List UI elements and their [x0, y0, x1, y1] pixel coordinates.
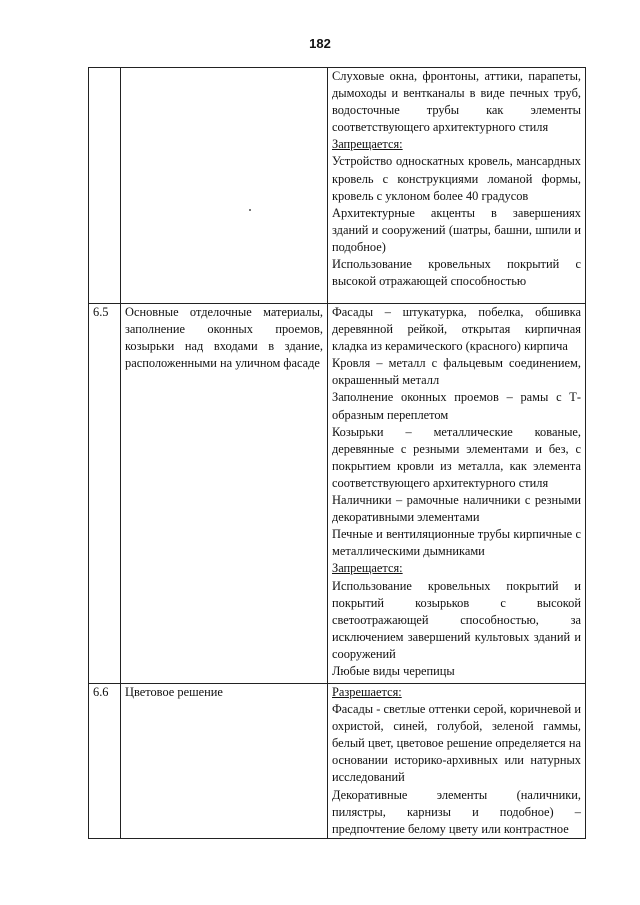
table-row: [89, 304, 586, 684]
requirement-paragraph: Слуховые окна, фронтоны, аттики, парапеты, дымоходы и вентканалы в виде печных труб, водосточные трубы как элементы соответствующего архитектурного стиля: [332, 69, 581, 135]
regulations-table: [88, 67, 586, 839]
prohibited-heading: Запрещается:: [332, 137, 403, 152]
element-description: Цветовое решение: [121, 684, 328, 839]
row-number: [89, 68, 121, 304]
requirement-paragraph: Использование кровельных покрытий с высокой отражающей способностью: [332, 257, 581, 289]
requirement-paragraph: Наличники – рамочные наличники с резными декоративными элементами: [332, 493, 581, 525]
row-number: 6.6: [89, 684, 121, 839]
requirements-cell: [328, 68, 586, 304]
requirements-cell: [328, 684, 586, 839]
requirement-paragraph: Кровля – металл с фальцевым соединением, окрашенный металл: [332, 356, 581, 388]
row-number: 6.5: [89, 304, 121, 684]
requirement-paragraph: Фасады - светлые оттенки серой, коричневой и охристой, синей, голубой, зеленой гаммы, белый цвет, цветовое решение определяется на основании историко-архивных или натурных исследований: [332, 702, 581, 785]
requirements-cell: [328, 304, 586, 684]
requirement-paragraph: Архитектурные акценты в завершениях зданий и сооружений (шатры, башни, шпили и подобное): [332, 205, 581, 254]
requirement-paragraph: Фасады – штукатурка, побелка, обшивка деревянной рейкой, открытая кирпичная кладка из керамического (красного) кирпича: [332, 305, 581, 354]
requirement-paragraph: Использование кровельных покрытий и покрытий козырьков с высокой светоотражающей способностью, за исключением завершений культовых зданий и сооружений: [332, 578, 581, 661]
requirement-paragraph: Устройство односкатных кровель, мансардных кровель с конструкциями ломаной формы, кровель с уклоном более 40 градусов: [332, 154, 581, 203]
prohibited-heading: Запрещается:: [332, 561, 403, 576]
element-description: [121, 68, 328, 304]
allowed-heading: Разрешается:: [332, 685, 402, 699]
requirement-paragraph: Заполнение оконных проемов – рамы с Т- образным переплетом: [332, 390, 581, 422]
requirement-paragraph: Декоративные элементы (наличники, пилястры, карнизы и подобное) – предпочтение белому цвету или контрастное: [332, 787, 581, 836]
requirement-paragraph: Печные и вентиляционные трубы кирпичные с металлическими дымниками: [332, 527, 581, 559]
element-description: Основные отделочные материалы, заполнение оконных проемов, козырьки над входами в здание, расположенными на уличном фасаде: [121, 304, 328, 684]
table-row: [89, 684, 586, 839]
table-row: [89, 68, 586, 304]
page-number: 182: [309, 36, 331, 51]
requirement-paragraph: Козырьки – металлические кованые, деревянные с резными элементами и без, с покрытием кровли из металла, как элемента соответствующего архитектурного стиля: [332, 424, 581, 490]
scan-dot: [249, 209, 251, 211]
requirement-paragraph: Любые виды черепицы: [332, 663, 455, 678]
